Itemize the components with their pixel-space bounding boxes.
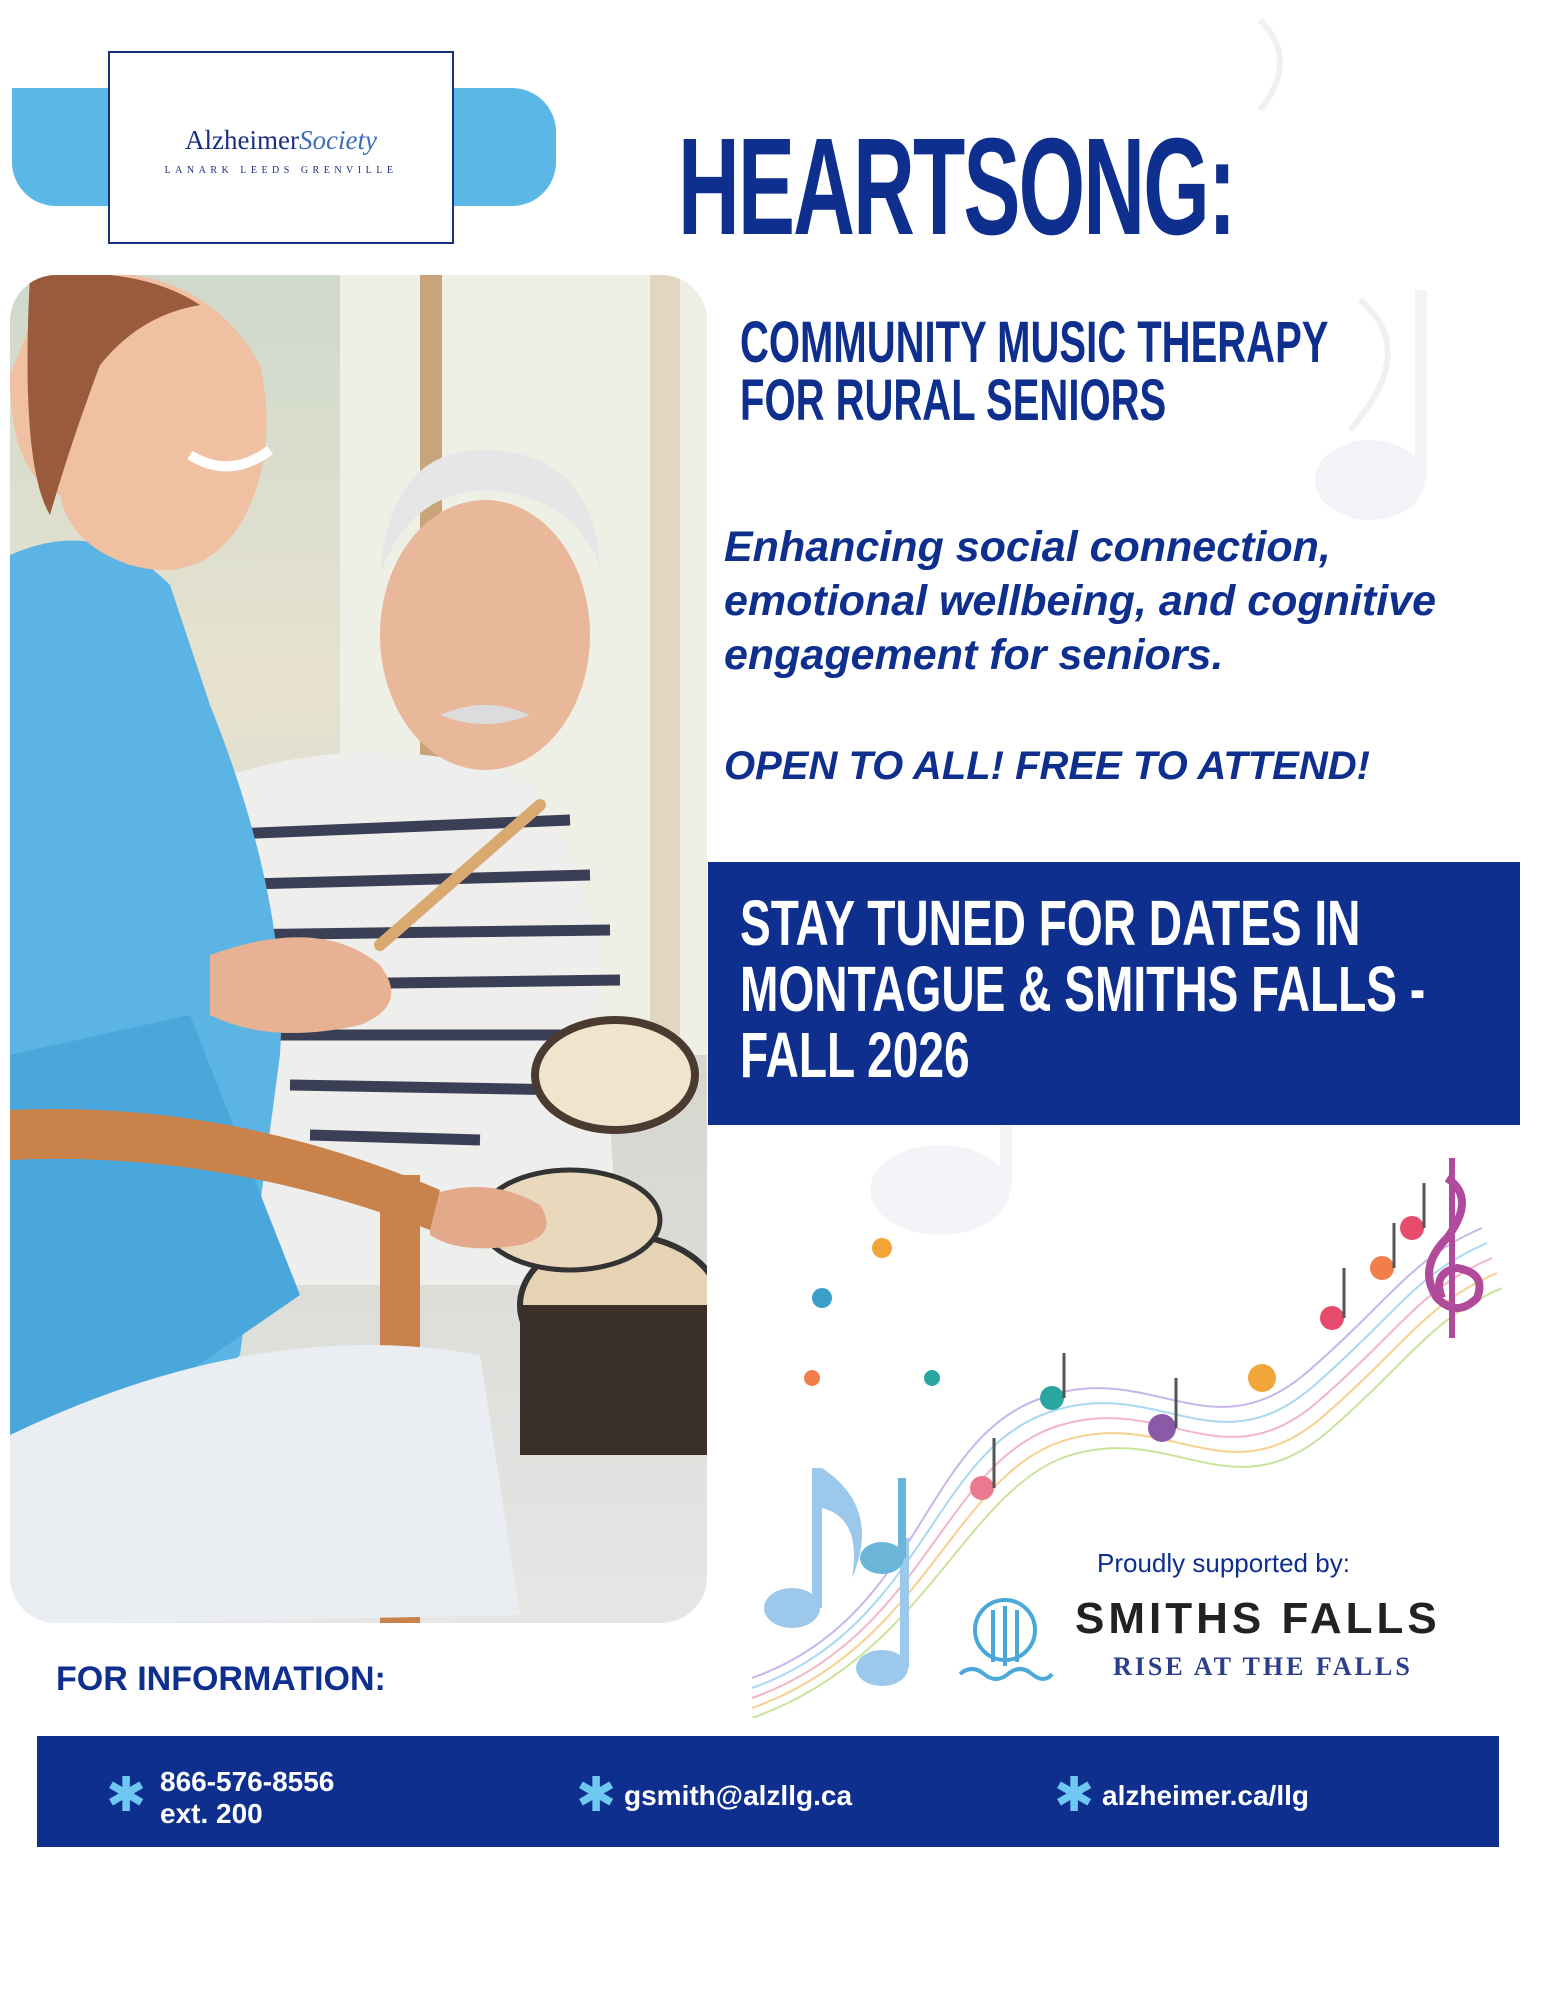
- tagline-line-1: Enhancing social connection,: [724, 523, 1331, 571]
- tagline: [724, 520, 1514, 682]
- banner-line-3: FALL 2026: [740, 1019, 970, 1091]
- website-link: alzheimer.ca/llg: [1102, 1780, 1309, 1811]
- logo-subtitle: LANARK LEEDS GRENVILLE: [164, 165, 398, 176]
- logo-name-italic: Society: [298, 125, 377, 155]
- smiths-falls-logo-icon: [955, 1592, 1055, 1688]
- background-notes-icon: [1180, 0, 1545, 560]
- for-information-heading: FOR INFORMATION:: [56, 1660, 386, 1698]
- alzheimer-society-logo[interactable]: [108, 51, 454, 244]
- hero-photo: [10, 275, 707, 1623]
- logo-name-main: Alzheimer: [185, 125, 299, 155]
- asterisk-icon: ✱: [106, 1769, 147, 1822]
- subtitle-line-2: FOR RURAL SENIORS: [740, 368, 1167, 433]
- asterisk-icon: ✱: [576, 1769, 617, 1822]
- phone-number: [160, 1766, 334, 1830]
- tagline-line-2: emotional wellbeing, and cognitive: [724, 577, 1436, 625]
- logo-name: [110, 125, 452, 156]
- photo-illustration: [10, 275, 707, 1623]
- subtitle: [740, 310, 1329, 433]
- email-address: gsmith@alzllg.ca: [624, 1780, 853, 1811]
- banner-line-1: STAY TUNED FOR DATES IN: [740, 887, 1361, 959]
- phone-line-1: 866-576-8556: [160, 1766, 335, 1797]
- asterisk-icon: ✱: [1054, 1769, 1095, 1822]
- banner-line-2: MONTAGUE & SMITHS FALLS -: [740, 953, 1426, 1025]
- open-to-all-text: OPEN TO ALL! FREE TO ATTEND!: [724, 744, 1370, 788]
- subtitle-line-1: COMMUNITY MUSIC THERAPY: [740, 310, 1329, 375]
- sponsor-tagline: RISE AT THE FALLS: [1113, 1652, 1413, 1681]
- tagline-line-3: engagement for seniors.: [724, 631, 1224, 679]
- page-title: HEARTSONG:: [678, 110, 1235, 264]
- supported-by-label: Proudly supported by:: [1097, 1548, 1350, 1578]
- dates-banner-text: [740, 887, 1426, 1091]
- phone-extension: ext. 200: [160, 1798, 263, 1829]
- sponsor-name: SMITHS FALLS: [1075, 1594, 1441, 1643]
